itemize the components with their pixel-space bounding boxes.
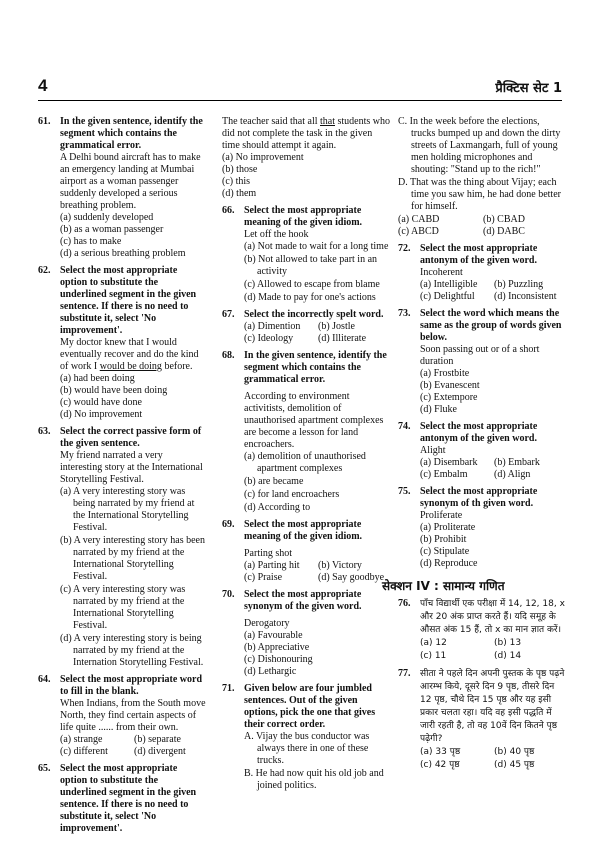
idiom: Parting shot <box>244 548 293 559</box>
question-73 <box>398 308 566 416</box>
option-a: (a) A very interesting story was being narrated by my friend at the International Storytelling Festival. <box>60 486 195 533</box>
option-d: (d) No improvement <box>60 409 143 420</box>
options-grid <box>244 560 390 584</box>
option-d: (d) them <box>222 188 257 199</box>
question-number: 65. <box>38 763 51 774</box>
question-number: 61. <box>38 116 51 127</box>
option-c: (c) Extempore <box>420 392 478 403</box>
option-b: (b) Victory <box>318 560 362 571</box>
question-stem: Select the most appropriate option to substitute the underlined segment in the given sentence. If there is no need to substitute it, select 'No improvement'. <box>60 763 197 834</box>
column-middle <box>222 116 390 797</box>
question-number: 66. <box>222 205 235 216</box>
question-number: 62. <box>38 265 51 276</box>
question-72 <box>398 243 566 303</box>
option-d: (d) divergent <box>134 746 186 757</box>
question-sentence <box>60 337 206 373</box>
section-heading: सेक्शन IV : सामान्य गणित <box>382 579 505 593</box>
question-77 <box>398 668 566 772</box>
question-number: 70. <box>222 589 235 600</box>
question-number: 76. <box>398 598 411 609</box>
question-number: 67. <box>222 309 235 320</box>
option-b: (b) Puzzling <box>494 279 544 290</box>
option-b: (b) would have been doing <box>60 385 168 396</box>
option-a: (a) suddenly developed <box>60 212 154 223</box>
options-grid <box>420 279 566 303</box>
option-a: (a) had been doing <box>60 373 135 384</box>
option-c: (c) Allowed to escape from blame <box>244 279 380 290</box>
question-stem: Select the most appropriate meaning of the given idiom. <box>244 519 363 542</box>
question-68 <box>222 350 390 514</box>
option-c: (c) this <box>222 176 251 187</box>
option-b: (b) Not allowed to take part in an activity <box>244 254 378 277</box>
question-70 <box>222 589 390 678</box>
sentence-part: students who did not complete the task in the given time should attempt it again. <box>222 116 391 151</box>
option-d: (d) DABC <box>483 226 525 237</box>
underlined-segment: would be doing <box>99 361 162 372</box>
given-word: Derogatory <box>244 618 290 629</box>
question-71 <box>222 683 390 792</box>
question-stem: Select the most appropriate antonym of the given word. <box>420 243 538 266</box>
question-stem: In the given sentence, identify the segment which contains the grammatical error. <box>244 350 387 385</box>
question-number: 73. <box>398 308 411 319</box>
option-b: (b) Evanescent <box>420 380 480 391</box>
sentence-part: The teacher said that all <box>222 116 321 127</box>
option-c: (c) Embalm <box>420 469 468 480</box>
question-62 <box>38 265 206 421</box>
question-stem: Select the most appropriate meaning of the given idiom. <box>244 205 363 228</box>
question-stem: Select the word which means the same as the group of words given below. <box>420 308 562 343</box>
question-number: 64. <box>38 674 51 685</box>
option-c: (c) 11 <box>420 651 447 661</box>
question-number: 72. <box>398 243 411 254</box>
question-75 <box>398 486 566 570</box>
option-d: (d) Inconsistent <box>494 291 557 302</box>
option-c: (c) would have done <box>60 397 142 408</box>
question-stem: पाँच विद्यार्थी एक परीक्षा में 14, 12, 18, x और 20 अंक प्राप्त करते हैं। यदि समूह के औसत अंक 15 हैं, तो x का मान ज्ञात करें। <box>420 599 565 635</box>
option-d: (d) Lethargic <box>244 666 297 677</box>
option-c: (c) Ideology <box>244 333 294 344</box>
option-d: (d) Illiterate <box>318 333 367 344</box>
question-67 <box>222 309 390 345</box>
sentence-part: before. <box>161 361 193 372</box>
option-d: (d) 14 <box>494 651 522 661</box>
option-c: (c) A very interesting story was narrated by my friend at the International Storytelling Festival. <box>60 584 186 631</box>
given-phrase: Soon passing out or of a short duration <box>420 344 540 367</box>
given-word: Incoherent <box>420 267 463 278</box>
option-b: (b) as a woman passenger <box>60 224 164 235</box>
question-stem: Select the most appropriate word to fill in the blank. <box>60 674 203 697</box>
option-c: (c) ABCD <box>398 226 439 237</box>
jumbled-sentence-c: C. In the week before the elections, trucks bumped up and down the dirty streets of Laxmangarh, full of young men holding microphones and shouting: "Stand up to the rich!" <box>398 116 561 175</box>
question-stem: In the given sentence, identify the segment which contains the grammatical error. <box>60 116 203 151</box>
option-a: (a) demolition of unauthorised apartment complexes <box>244 451 366 474</box>
option-c: (c) for land encroachers <box>244 489 340 500</box>
question-61 <box>38 116 206 260</box>
option-c: (c) Dishonouring <box>244 654 313 665</box>
option-a: (a) CABD <box>398 214 440 225</box>
sentence-part: My doctor knew that I would eventually recover and do the kind of work I <box>60 337 199 372</box>
option-d: (d) Made to pay for one's actions <box>244 292 376 303</box>
question-sentence: My friend narrated a very interesting story at the International Storytelling Festival. <box>60 450 203 485</box>
question-sentence <box>222 116 390 152</box>
question-number: 71. <box>222 683 235 694</box>
question-number: 77. <box>398 668 411 679</box>
options-grid <box>420 746 566 772</box>
option-c: (c) Delightful <box>420 291 475 302</box>
option-b: (b) separate <box>134 734 181 745</box>
question-76 <box>398 598 566 663</box>
option-b: (b) A very interesting story has been narrated by my friend at the International Storytelling Festival. <box>60 535 205 582</box>
question-stem: Select the most appropriate synonym of the given word. <box>244 589 362 612</box>
option-a: (a) 33 पृष्ठ <box>420 747 461 757</box>
question-65 <box>38 763 206 835</box>
option-b: (b) 13 <box>494 638 522 648</box>
option-a: (a) Disembark <box>420 457 478 468</box>
question-sentence: A Delhi bound aircraft has to make an emergency landing at Mumbai airport as a woman passenger suddenly developed a serious breathing problem. <box>60 152 201 211</box>
option-a: (a) Not made to wait for a long time <box>244 241 389 252</box>
header-rule <box>38 100 562 101</box>
options-grid <box>420 637 566 663</box>
option-a: (a) Intelligible <box>420 279 478 290</box>
option-b: (b) Jostle <box>318 321 355 332</box>
question-sentence: When Indians, from the South move North, they find certain aspects of life quite ...... from their own. <box>60 698 206 733</box>
question-stem: Select the correct passive form of the given sentence. <box>60 426 202 449</box>
option-b: (b) 40 पृष्ठ <box>494 747 535 757</box>
option-d: (d) A very interesting story is being narrated by my friend at the Internation Storytelling Festival. <box>60 633 204 668</box>
option-a: (a) Frostbite <box>420 368 470 379</box>
option-a: (a) No improvement <box>222 152 304 163</box>
question-stem: Select the most appropriate antonym of the given word. <box>420 421 538 444</box>
option-d: (d) Reproduce <box>420 558 478 569</box>
option-c: (c) different <box>60 746 108 757</box>
option-d: (d) a serious breathing problem <box>60 248 186 259</box>
question-71-continued <box>398 116 566 238</box>
question-number: 68. <box>222 350 235 361</box>
option-a: (a) Parting hit <box>244 560 300 571</box>
option-d: (d) Fluke <box>420 404 457 415</box>
question-63 <box>38 426 206 669</box>
question-number: 63. <box>38 426 51 437</box>
question-66 <box>222 205 390 304</box>
option-b: (b) are became <box>244 476 304 487</box>
question-number: 75. <box>398 486 411 497</box>
question-stem: Select the most appropriate option to substitute the underlined segment in the given sentence. If there is no need to substitute it, select 'No improvement'. <box>60 265 197 336</box>
question-stem: सीता ने पहले दिन अपनी पुस्तक के पृष्ठ पढ़ने आरम्भ किये, दूसरे दिन 9 पृष्ठ, तीसरे दिन 12 पृष्ठ, चौथे दिन 15 पृष्ठ और यह इसी प्रकार चलता रहा। यदि वह इसी पद्धति में जारी रहती है, तो वह 10वें दिन कितने पृष्ठ पढ़ेगी? <box>420 669 565 744</box>
option-b: (b) CBAD <box>483 214 525 225</box>
given-word: Proliferate <box>420 510 463 521</box>
question-69 <box>222 519 390 584</box>
options-grid <box>244 321 390 345</box>
question-74 <box>398 421 566 481</box>
option-a: (a) Favourable <box>244 630 303 641</box>
option-b: (b) Appreciative <box>244 642 310 653</box>
option-d: (d) Say goodbye <box>318 572 385 583</box>
jumbled-sentence-a: A. Vijay the bus conductor was always there in one of these trucks. <box>244 731 370 766</box>
option-b: (b) Prohibit <box>420 534 467 545</box>
question-number: 69. <box>222 519 235 530</box>
page-number: 4 <box>38 76 48 95</box>
question-sentence: According to environment activitists, demolition of unauthorised apartment complexes are become a lesson for land encroachers. <box>244 391 384 450</box>
option-a: (a) Proliterate <box>420 522 476 533</box>
jumbled-sentence-d: D. That was the thing about Vijay; each time you saw him, he had done better for himself. <box>398 177 561 212</box>
option-a: (a) strange <box>60 734 103 745</box>
option-a: (a) 12 <box>420 638 447 648</box>
option-b: (b) Embark <box>494 457 540 468</box>
option-d: (d) Align <box>494 469 531 480</box>
running-head: प्रैक्टिस सेट 1 <box>495 81 562 96</box>
option-c: (c) has to make <box>60 236 122 247</box>
given-word: Alight <box>420 445 446 456</box>
question-65-continued <box>222 116 390 200</box>
idiom: Let off the hook <box>244 229 309 240</box>
options-grid <box>398 214 566 238</box>
column-left <box>38 116 206 840</box>
option-c: (c) Stipulate <box>420 546 470 557</box>
option-d: (d) 45 पृष्ठ <box>494 760 535 770</box>
options-grid <box>420 457 566 481</box>
underlined-segment: that <box>320 116 336 127</box>
question-stem: Select the incorrectly spelt word. <box>244 309 384 320</box>
question-64 <box>38 674 206 758</box>
jumbled-sentence-b: B. He had now quit his old job and joined politics. <box>244 768 384 791</box>
options-grid <box>60 734 206 758</box>
option-d: (d) According to <box>244 502 311 513</box>
question-stem: Select the most appropriate synonym of th given word. <box>420 486 538 509</box>
question-number: 74. <box>398 421 411 432</box>
option-c: (c) Praise <box>244 572 283 583</box>
option-a: (a) Dimention <box>244 321 301 332</box>
column-right <box>382 116 566 777</box>
question-stem: Given below are four jumbled sentences. Out of the given options, pick the one that gives their correct order. <box>244 683 376 730</box>
option-c: (c) 42 पृष्ठ <box>420 760 460 770</box>
option-b: (b) those <box>222 164 258 175</box>
